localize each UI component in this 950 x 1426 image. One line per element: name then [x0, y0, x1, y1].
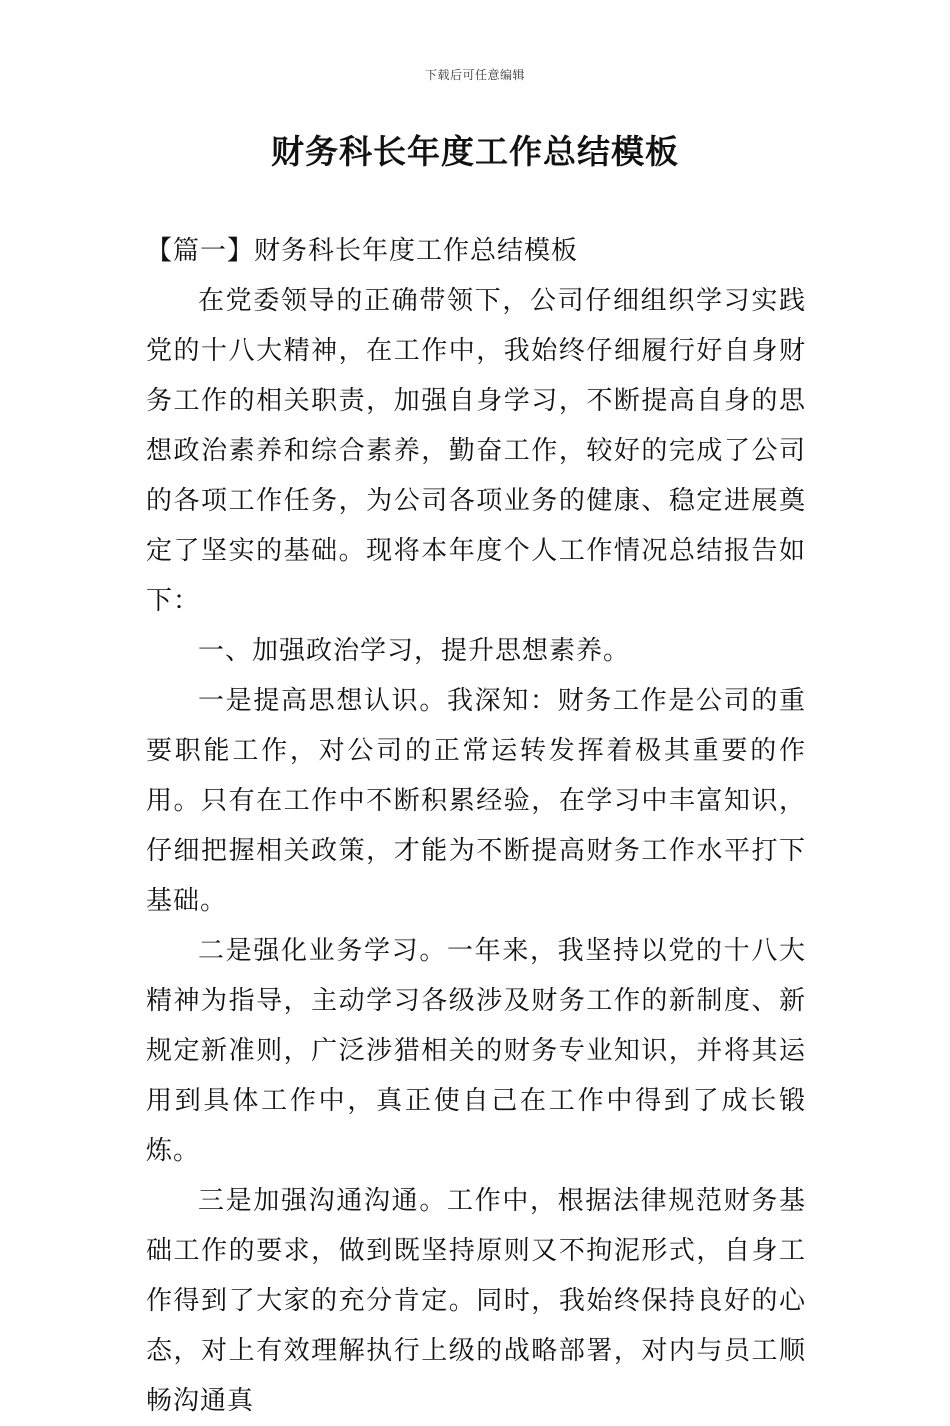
section-label: 【篇一】财务科长年度工作总结模板 [146, 236, 579, 266]
header-note: 下载后可任意编辑 [424, 68, 525, 82]
paragraph-heading-political-study: 一、加强政治学习，提升思想素养。 [198, 636, 631, 666]
paragraph-intro: 在党委领导的正确带领下，公司仔细组织学习实践党的十八大精神，在工作中，我始终仔细履行好自身财务工作的相关职责，加强自身学习，不断提高自身的思想政治素养和综合素养，勤奋工作，较好的完成了公司的各项工作任务，为公司各项业务的健康、稳定进展奠定了坚实的基础。现将本年度个人工作情况总结报告如下： [146, 286, 806, 616]
paragraph-point-one: 一是提高思想认识。我深知：财务工作是公司的重要职能工作，对公司的正常运转发挥着极其重要的作用。只有在工作中不断积累经验，在学习中丰富知识，仔细把握相关政策，才能为不断提高财务工作水平打下基础。 [146, 686, 806, 916]
paragraph-point-two: 二是强化业务学习。一年来，我坚持以党的十八大精神为指导，主动学习各级涉及财务工作的新制度、新规定新准则，广泛涉猎相关的财务专业知识，并将其运用到具体工作中，真正使自己在工作中得到了成长锻炼。 [146, 936, 806, 1166]
document-title: 财务科长年度工作总结模板 [271, 132, 679, 171]
paragraph-point-three: 三是加强沟通沟通。工作中，根据法律规范财务基础工作的要求，做到既坚持原则又不拘泥形式，自身工作得到了大家的充分肯定。同时，我始终保持良好的心态，对上有效理解执行上级的战略部署，对内与员工顺畅沟通真 [146, 1186, 806, 1416]
document-body [146, 226, 806, 1426]
